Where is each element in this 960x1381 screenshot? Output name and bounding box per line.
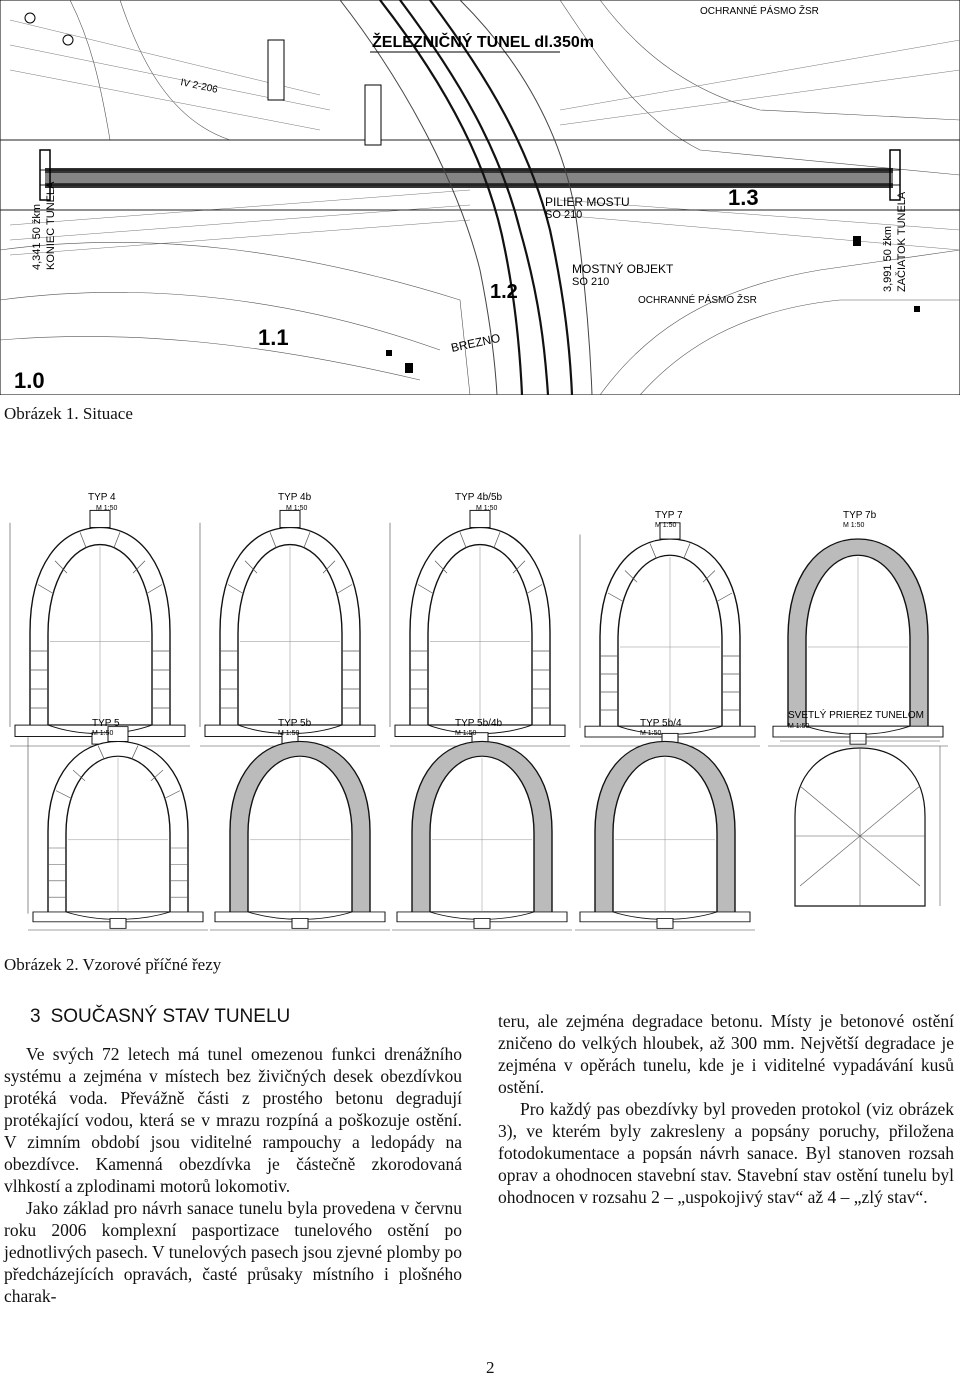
- section-scale-label: M 1:50: [655, 522, 677, 529]
- tunnel-end-label: KONIEC TUNELA: [45, 181, 57, 270]
- right-column: [498, 1010, 954, 1208]
- protect-zone-bottom-label: OCHRANNÉ PÁSMO ŽSR: [638, 295, 757, 306]
- paragraph: teru, ale zejména degradace betonu. Místy je betonové ostění zničeno do velkých hloubek, až 300 mm. Největší degradace je zejména v opěrách tunelu, kde je i viditelné vypadávání kusů ostění.: [498, 1011, 954, 1097]
- section-type-label: TYP 5b/4: [640, 718, 682, 729]
- brezno-label: BREZNO: [449, 330, 502, 355]
- pier-so-label: SO 210: [545, 209, 583, 221]
- paragraph: Pro každý pas obezdívky byl proveden protokol (viz obrázek 3), ve kterém byly zakresleny a popsány poruchy, přiložena fotodokumentace a popsán návrh sanace. Byl stanoven rozsah oprav a ohodnocen stavební stav. Stavební stav ostění tunelu byl ohodnocen v rozsahu 2 – „uspokojivý stav“ až 4 – „zlý stav“.: [498, 1099, 954, 1207]
- track-label: IV 2-206: [179, 77, 219, 96]
- tunnel-end-km-label: 4,341 50 žkm: [31, 203, 43, 270]
- left-column: [4, 1043, 462, 1307]
- section-scale-label: M 1:50: [476, 505, 498, 512]
- section-scale-label: M 1:50: [843, 522, 865, 529]
- section-scale-label: M 1:50: [286, 505, 308, 512]
- section-typ-4: [10, 492, 190, 746]
- figure-cross-sections: [0, 486, 960, 946]
- section-typ-7: [580, 510, 760, 746]
- section-type-label: TYP 5b/4b: [455, 718, 503, 729]
- protect-zone-top-label: OCHRANNÉ PÁSMO ŽSR: [700, 6, 819, 17]
- tunnel-start-label: ZAČIATOK TUNELA: [896, 191, 908, 292]
- figure-site-plan: [0, 0, 960, 395]
- site-plan-drawing: [0, 0, 960, 395]
- section-typ-5b: [210, 718, 390, 930]
- section-scale-label: M 1:50: [788, 723, 810, 730]
- section-typ-4b: [200, 492, 380, 746]
- section-number: 3: [30, 1006, 41, 1027]
- section-type-label: TYP 4b/5b: [455, 492, 503, 503]
- section-scale-label: M 1:50: [92, 730, 114, 737]
- section-typ-5: [28, 718, 208, 930]
- section-scale-label: M 1:50: [640, 730, 662, 737]
- section-scale-label: M 1:50: [455, 730, 477, 737]
- section-1-2-label: 1.2: [490, 281, 518, 303]
- figure-1-caption: Obrázek 1. Situace: [4, 404, 133, 423]
- section-1-0-label: 1.0: [14, 368, 45, 393]
- bridge-label: MOSTNÝ OBJEKT: [572, 262, 674, 276]
- section-1-3-label: 1.3: [728, 185, 759, 210]
- section-1-1-label: 1.1: [258, 325, 289, 350]
- tunnel-title-label: ŽELEZNIČNÝ TUNEL dl.350m: [372, 34, 594, 51]
- section-type-label: SVETLÝ PRIEREZ TUNELOM: [788, 710, 924, 721]
- section-type-label: TYP 5: [92, 718, 120, 729]
- section-typ-5b-4b: [392, 718, 572, 930]
- section-typ-5b-4: [575, 718, 755, 930]
- paragraph: Jako základ pro návrh sanace tunelu byla provedena v červnu roku 2006 komplexní pasportizace tunelového ostění po jednotlivých pasech. V tunelových pasech jsou zjevné plomby po předcházejících opravách, časté průsaky místního i plošného charak-: [4, 1198, 462, 1306]
- bridge-so-label: SO 210: [572, 276, 610, 288]
- page-number: 2: [486, 1358, 495, 1377]
- section-type-label: TYP 4b: [278, 492, 312, 503]
- cross-sections-drawing: [0, 486, 960, 946]
- section-type-label: TYP 5b: [278, 718, 312, 729]
- pier-label: PILIER MOSTU: [545, 195, 630, 209]
- paragraph: Ve svých 72 letech má tunel omezenou funkci drenážního systému a zejména v místech bez živičných desek obezdívkou protéká voda. Převážně části z prostého betonu degradují protékající vodou, která se v mrazu rozpíná a poškozuje ostění. V zimním období jsou viditelné rampouchy a ledopády na obezdívce. Kamenná obezdívka je částečně zkorodovaná vlhkostí a zplodinami motorů lokomotiv.: [4, 1044, 462, 1196]
- figure-2-caption: Obrázek 2. Vzorové příčné řezy: [4, 955, 222, 974]
- section-title: SOUČASNÝ STAV TUNELU: [50, 1006, 291, 1027]
- section-scale-label: M 1:50: [96, 505, 118, 512]
- section-type-label: TYP 4: [88, 492, 116, 503]
- section-scale-label: M 1:50: [278, 730, 300, 737]
- section-heading: [30, 1006, 290, 1028]
- section-typ-4b-5b: [390, 492, 570, 746]
- section-type-label: TYP 7b: [843, 510, 877, 521]
- tunnel-start-km-label: 3,991 50 žkm: [882, 225, 894, 292]
- section-type-label: TYP 7: [655, 510, 683, 521]
